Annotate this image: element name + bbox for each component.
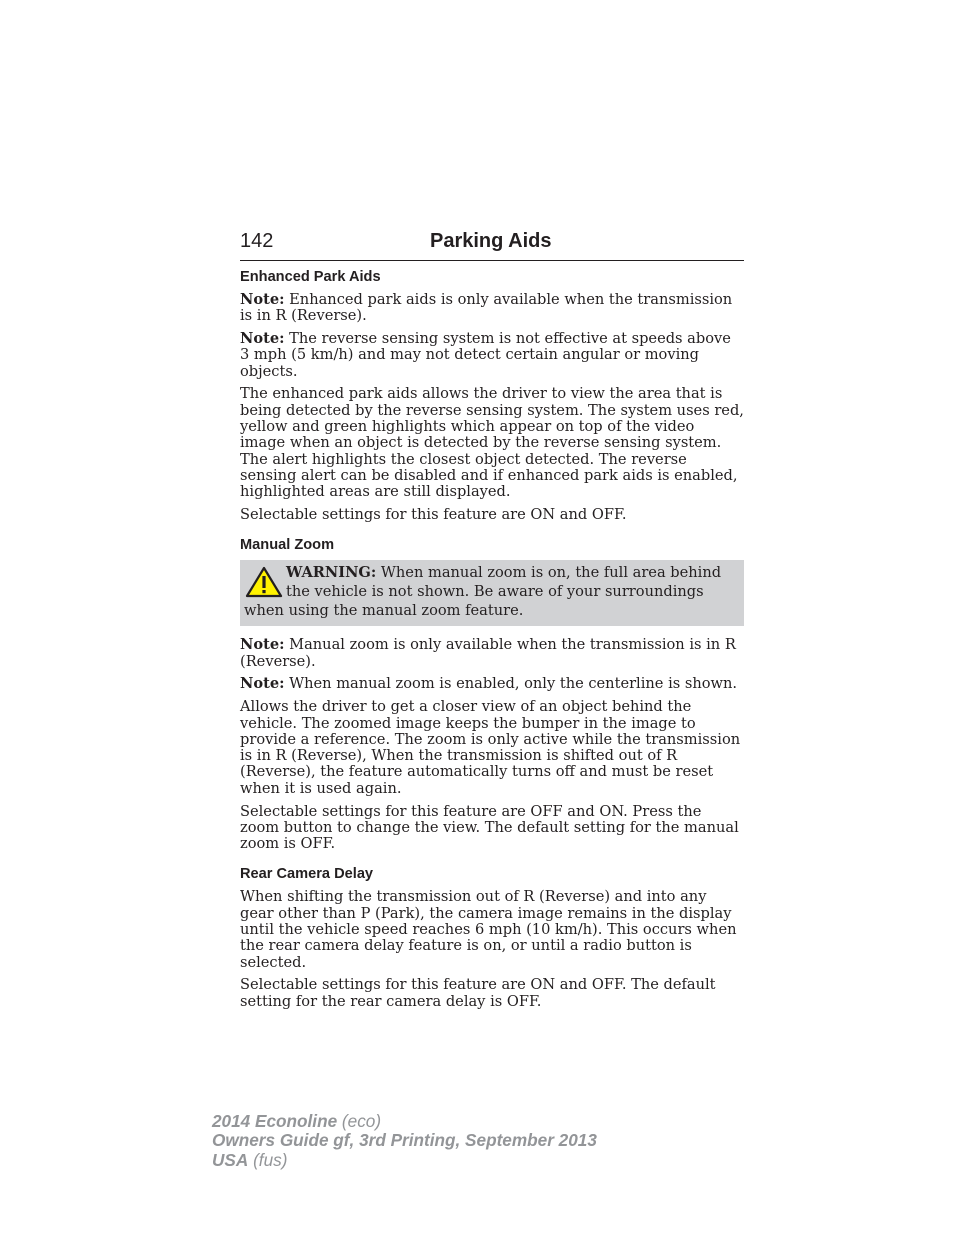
warning-label: WARNING: [286,564,377,582]
warning-text: When manual zoom is on, the full area behind the vehicle is not shown. Be aware of your surroundings when using the manual zoom feature. [244,564,722,620]
heading-enhanced-park-aids: Enhanced Park Aids [240,269,381,285]
footer-model-code: (eco) [337,1111,382,1131]
warning-triangle-icon [244,565,284,599]
note-enhanced-availability [240,292,744,325]
note-zoom-centerline [240,676,744,692]
footer-market: USA [212,1149,249,1170]
footer-line-printing: Owners Guide gf, 3rd Printing, September 2013 [212,1130,597,1151]
footer-model: 2014 Econoline [212,1111,338,1131]
footer-market-code: (fus) [248,1149,288,1170]
page-header [240,230,744,261]
note-label: Note: [240,636,285,654]
note-label: Note: [240,675,285,693]
heading-rear-camera-delay: Rear Camera Delay [240,866,374,883]
page-number: 142 [240,230,274,252]
note-zoom-availability [240,637,744,670]
footer-line-model [212,1112,597,1131]
heading-manual-zoom: Manual Zoom [240,537,335,554]
page-content [240,268,744,1017]
paragraph-zoom-description: Allows the driver to get a closer view of an object behind the vehicle. The zoomed image keeps the bumper in the image to provide a reference. The zoom is only active while the transmission is in R (Reverse), When the transmission is shifted out of R (Reverse), the feature automatically turns off and must be reset when it is used again. [240,698,741,797]
paragraph-zoom-settings: Selectable settings for this feature are OFF and ON. Press the zoom button to change the view. The default setting for the manual zoom is OFF. [240,802,739,853]
footer-line-market [212,1151,597,1170]
footer [212,1112,597,1170]
note-text: Manual zoom is only available when the transmission is in R (Reverse). [240,636,736,670]
note-text: When manual zoom is enabled, only the centerline is shown. [284,675,738,693]
note-label: Note: [240,291,285,308]
paragraph-enhanced-description: The enhanced park aids allows the driver to view the area that is being detected by the reverse sensing system. The system uses red, yellow and green highlights which appear on top of the video image when an object is detected by the reverse sensing system. The alert highlights the closest object detected. The reverse sensing alert can be disabled and if enhanced park aids is enabled, highlighted areas are still displayed. [240,385,744,501]
paragraph-camera-settings: Selectable settings for this feature are ON and OFF. The default setting for the rear camera delay is OFF. [240,976,716,1010]
paragraph-enhanced-settings: Selectable settings for this feature are ON and OFF. [240,506,627,524]
note-reverse-sensing-speed [240,331,744,380]
note-text: Enhanced park aids is only available when the transmission is in R (Reverse). [240,291,733,325]
page-title: Parking Aids [430,230,552,252]
warning-box [240,560,744,626]
paragraph-camera-description: When shifting the transmission out of R (Reverse) and into any gear other than P (Park), the camera image remains in the display until the vehicle speed reaches 6 mph (10 km/h). This occurs when the rear camera delay feature is on, or until a radio button is selected. [240,888,737,971]
note-text: The reverse sensing system is not effective at speeds above 3 mph (5 km/h) and may not detect certain angular or moving objects. [240,330,731,380]
note-label: Note: [240,330,285,348]
